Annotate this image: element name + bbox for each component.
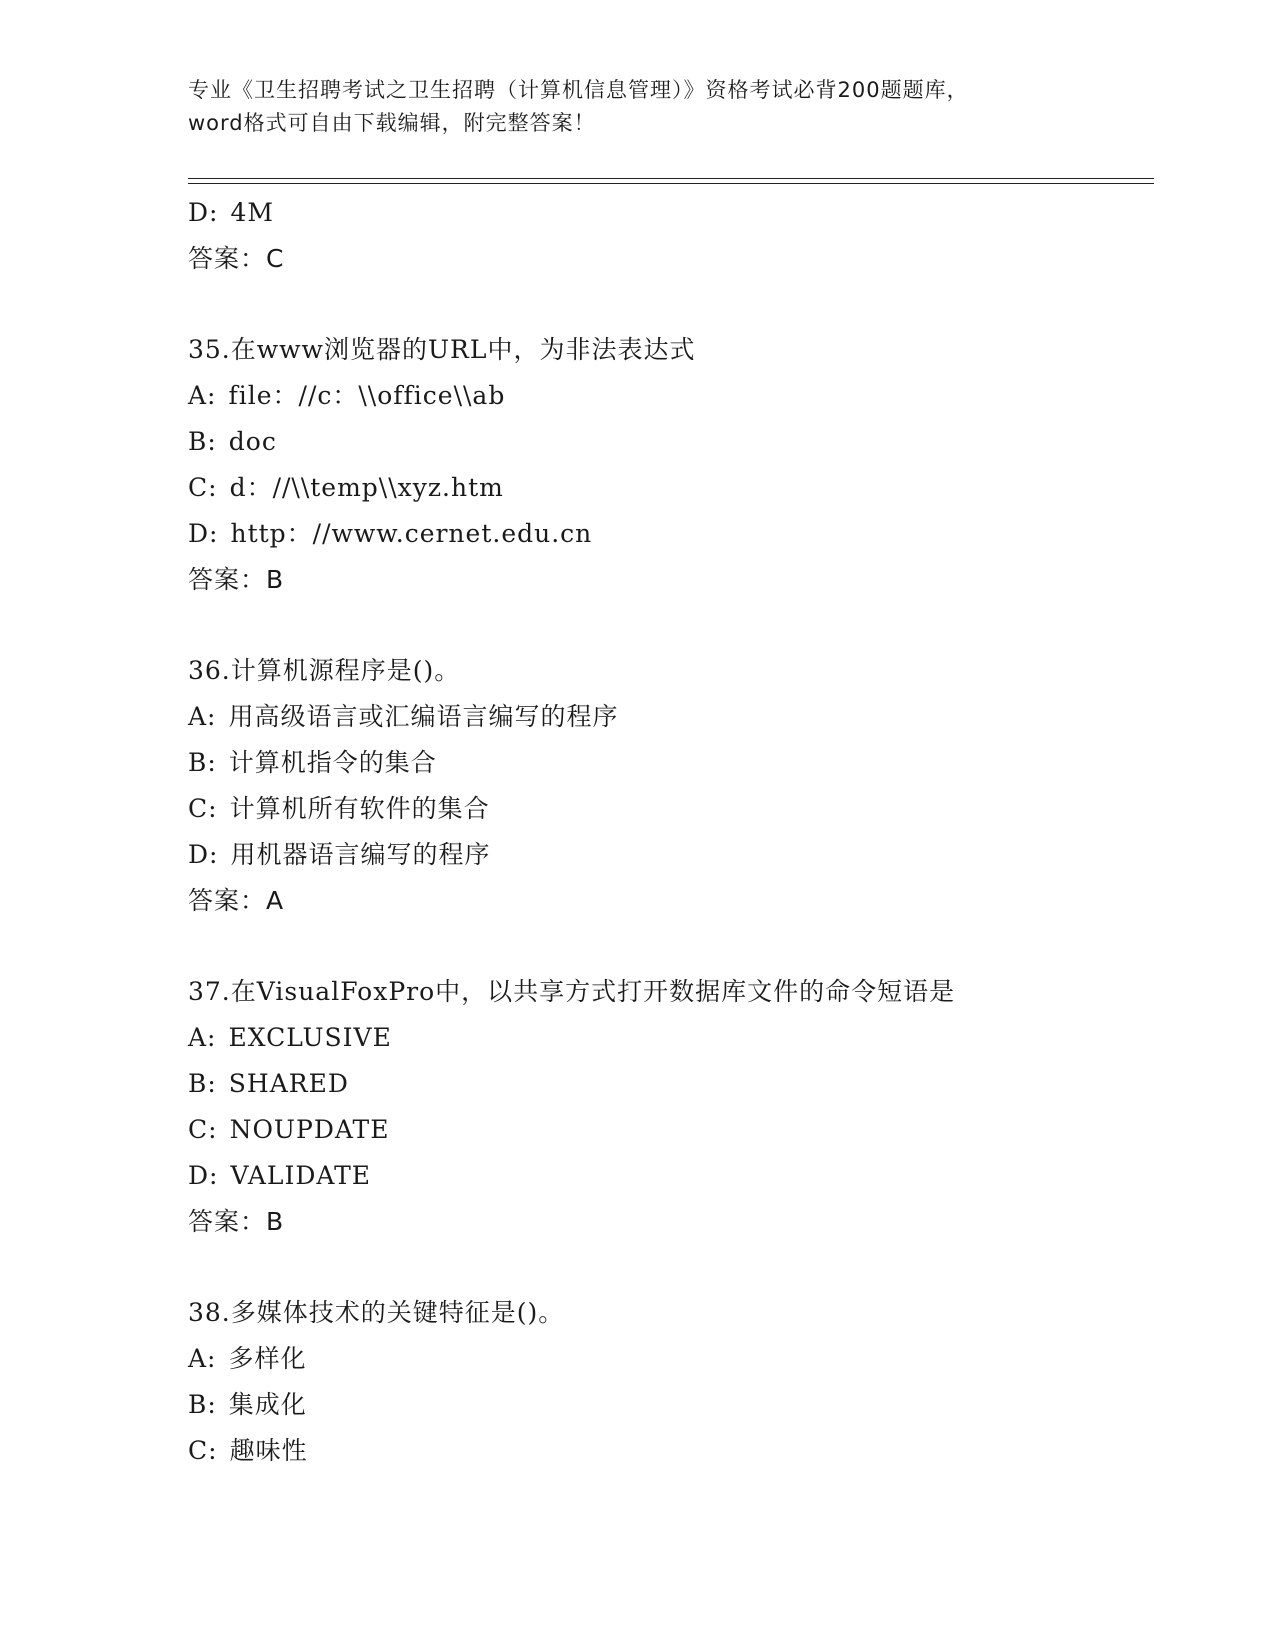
option-text: d：//\\temp\\xyz.htm: [229, 473, 504, 502]
option-label: C:: [188, 473, 218, 502]
option-label: A:: [188, 381, 217, 410]
question-35-stem: 35.在www浏览器的URL中，为非法表达式: [188, 335, 696, 364]
question-list: [188, 190, 1148, 1474]
question-37-answer: 答案：B: [188, 1207, 285, 1236]
option-label: B:: [188, 427, 217, 456]
document-header: [188, 74, 1088, 140]
question-35-option-c: [188, 465, 1148, 511]
option-label: C:: [188, 1115, 218, 1144]
option-text: http：//www.cernet.edu.cn: [230, 519, 593, 548]
option-label: C:: [188, 1436, 218, 1465]
question-36-stem: 36.计算机源程序是()。: [188, 656, 461, 685]
question-36-option-b: [188, 740, 1148, 786]
option-label: B:: [188, 1069, 217, 1098]
option-text: 多样化: [228, 1344, 307, 1373]
option-label: D:: [188, 1161, 219, 1190]
option-label: B:: [188, 1390, 217, 1419]
header-title-line-2: word格式可自由下载编辑，附完整答案！: [188, 111, 596, 135]
option-text: 集成化: [228, 1390, 307, 1419]
question-38-option-a: [188, 1336, 1148, 1382]
question-36-option-c: [188, 786, 1148, 832]
question-38-option-c: [188, 1428, 1148, 1474]
question-35-option-a: [188, 373, 1148, 419]
option-label: A:: [188, 1023, 217, 1052]
question-36-option-a: [188, 694, 1148, 740]
question-37-stem: 37.在VisualFoxPro中，以共享方式打开数据库文件的命令短语是: [188, 977, 956, 1006]
question-38-stem: 38.多媒体技术的关键特征是()。: [188, 1298, 565, 1327]
option-label: D:: [188, 840, 219, 869]
option-text: 4M: [230, 198, 274, 227]
header-divider-bottom: [188, 183, 1154, 184]
question-35-option-d: [188, 511, 1148, 557]
option-text: EXCLUSIVE: [228, 1023, 392, 1052]
option-label: B:: [188, 748, 217, 777]
option-text: NOUPDATE: [229, 1115, 390, 1144]
option-text: 计算机指令的集合: [228, 748, 437, 777]
prev-option-d: [188, 190, 1148, 236]
prev-answer: 答案：C: [188, 244, 285, 273]
header-title-line-1: 专业《卫生招聘考试之卫生招聘（计算机信息管理）》资格考试必背200题题库，: [188, 78, 969, 102]
option-label: A:: [188, 1344, 217, 1373]
option-text: 趣味性: [229, 1436, 308, 1465]
option-text: file：//c：\\office\\ab: [228, 381, 506, 410]
question-37-option-a: [188, 1015, 1148, 1061]
question-37-option-c: [188, 1107, 1148, 1153]
question-38-option-b: [188, 1382, 1148, 1428]
option-label: D:: [188, 198, 219, 227]
option-label: D:: [188, 519, 219, 548]
question-37-option-d: [188, 1153, 1148, 1199]
option-text: SHARED: [228, 1069, 349, 1098]
question-36-answer: 答案：A: [188, 886, 285, 915]
option-label: A:: [188, 702, 217, 731]
option-text: doc: [228, 427, 277, 456]
question-35-answer: 答案：B: [188, 565, 285, 594]
header-divider-top: [188, 178, 1154, 179]
option-text: 计算机所有软件的集合: [229, 794, 490, 823]
question-36-option-d: [188, 832, 1148, 878]
question-37-option-b: [188, 1061, 1148, 1107]
option-text: 用高级语言或汇编语言编写的程序: [228, 702, 619, 731]
option-text: VALIDATE: [230, 1161, 372, 1190]
option-text: 用机器语言编写的程序: [230, 840, 491, 869]
question-35-option-b: [188, 419, 1148, 465]
option-label: C:: [188, 794, 218, 823]
